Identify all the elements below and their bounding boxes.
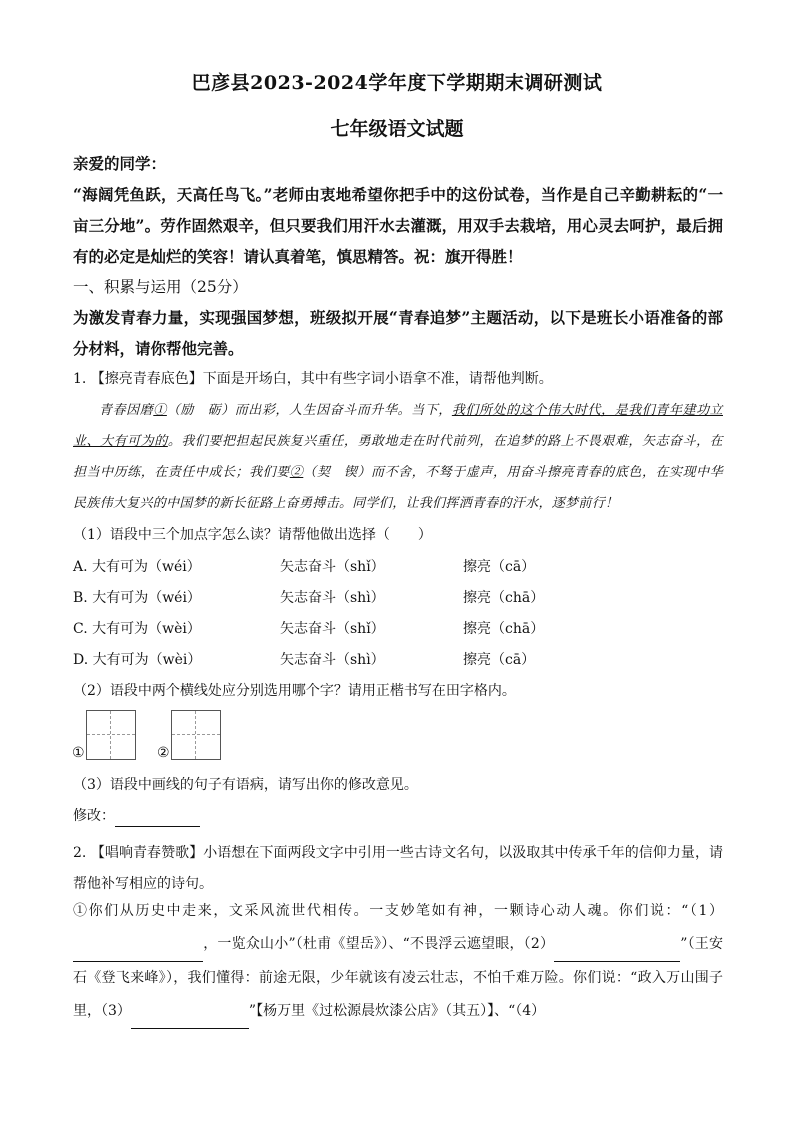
fix-label: 修改： <box>73 808 115 824</box>
exam-title: 巴彦县2023-2024学年度下学期期末调研测试 <box>191 72 603 94</box>
option-c-col1: C. 大有可为（wèi） <box>73 621 201 637</box>
option-d-col3: 擦亮（cā） <box>463 652 536 668</box>
option-d[interactable] <box>73 649 723 671</box>
option-b[interactable] <box>73 587 723 609</box>
q2-p1: ①你们从历史中走来，文采风流世代相传。一支妙笔如有神，一颗诗心动人魂。你们说：“（1） <box>73 903 723 919</box>
option-d-col2: 矢志奋斗（shì） <box>280 652 385 668</box>
option-b-col3: 擦亮（chā） <box>463 590 545 606</box>
passage-part-a: 青春因磨 <box>99 403 154 418</box>
greeting: 亲爱的同学： <box>73 154 167 173</box>
grid-label-1: ① <box>72 745 85 761</box>
q1-sub2: （2）语段中两个横线处应分别选用哪个字？请用正楷书写在田字格内。 <box>73 683 516 699</box>
option-d-col1: D. 大有可为（wèi） <box>73 652 202 668</box>
tianzi-grid-1[interactable] <box>86 710 136 760</box>
blank-2: ② <box>289 465 304 480</box>
option-c[interactable] <box>73 618 723 640</box>
underlined-sentence: 我们所处的这个伟大时代，是我们青年建功立业、大有可为的 <box>73 403 723 449</box>
option-a-col2: 矢志奋斗（shǐ） <box>280 559 385 575</box>
intro-paragraph: “海阔凭鱼跃，天高任鸟飞。”老师由衷地希望你把手中的这份试卷，当作是自己辛勤耕耘的“一亩三分地”。劳作固然艰辛，但只要我们用汗水去灌溉，用双手去栽培，用心灵去呵护，最后拥有的必定是灿烂的笑容！请认真着笔，慎思精答。祝：旗开得胜！ <box>73 185 723 266</box>
option-c-col3: 擦亮（chā） <box>463 621 545 637</box>
grid-label-2: ② <box>157 745 170 761</box>
option-a-col1: A. 大有可为（wéi） <box>73 559 201 575</box>
question-1-stem: 1. 【擦亮青春底色】下面是开场白，其中有些字词小语拿不准，请帮他判断。 <box>73 371 553 387</box>
blank-1: ① <box>153 403 167 418</box>
option-b-col2: 矢志奋斗（shì） <box>280 590 385 606</box>
option-a[interactable] <box>73 556 723 578</box>
fix-line <box>73 806 723 827</box>
passage-part-c: 。我们要把担起民族复兴重任，勇敢地走在时代前列，在追梦的路上不畏艰难，矢志奋斗，在担当中历练，在责任中成长；我们要 <box>73 434 723 480</box>
exam-subtitle: 七年级语文试题 <box>330 118 464 140</box>
passage-part-b: （励 砺）而出彩，人生因奋斗而升华。当下， <box>166 403 452 418</box>
q1-passage <box>73 395 723 519</box>
answer-blank-1[interactable] <box>73 928 203 962</box>
section-heading: 一、积累与运用（25分） <box>73 278 248 296</box>
question-2-stem: 2. 【唱响青春赞歌】小语想在下面两段文字中引用一些古诗文名句，以汲取其中传承千年的信仰力量，请帮他补写相应的诗句。 <box>73 845 723 892</box>
q1-sub1: （1）语段中三个加点字怎么读？请帮他做出选择（ ） <box>73 527 432 543</box>
passage-part-d: （契 锲）而不舍，不驽于虚声，用奋斗擦亮青春的底色，在实现中华民族伟大复兴的中国梦的新长征路上奋勇搏击。同学们，让我们挥洒青春的汗水，逐梦前行！ <box>73 465 723 511</box>
option-b-col1: B. 大有可为（wéi） <box>73 590 201 606</box>
answer-blank-2[interactable] <box>554 928 680 962</box>
fix-blank[interactable] <box>115 806 200 827</box>
q2-p4: ”【杨万里《过松源晨炊漆公店》（其五）】、“（4） <box>248 1003 546 1019</box>
q2-paragraph <box>73 895 723 1029</box>
q1-sub3: （3）语段中画线的句子有语病，请写出你的修改意见。 <box>73 777 418 793</box>
tianzi-grid-2[interactable] <box>171 710 221 760</box>
q2-p3: ”（王安石《登飞来峰》），我们懂得：前途无限，少年就该有凌云壮志，不怕千难万险。你们说：“政入万山围子里，（3） <box>73 936 723 1019</box>
option-a-col3: 擦亮（cā） <box>463 559 536 575</box>
option-c-col2: 矢志奋斗（shǐ） <box>280 621 385 637</box>
section-lead: 为激发青春力量，实现强国梦想，班级拟开展“青春追梦”主题活动，以下是班长小语准备的部分材料，请你帮他完善。 <box>73 308 723 358</box>
q2-p2: ，一览众山小”（杜甫《望岳》）、“不畏浮云遮望眼，（2） <box>203 936 555 952</box>
answer-blank-3[interactable] <box>131 995 249 1029</box>
